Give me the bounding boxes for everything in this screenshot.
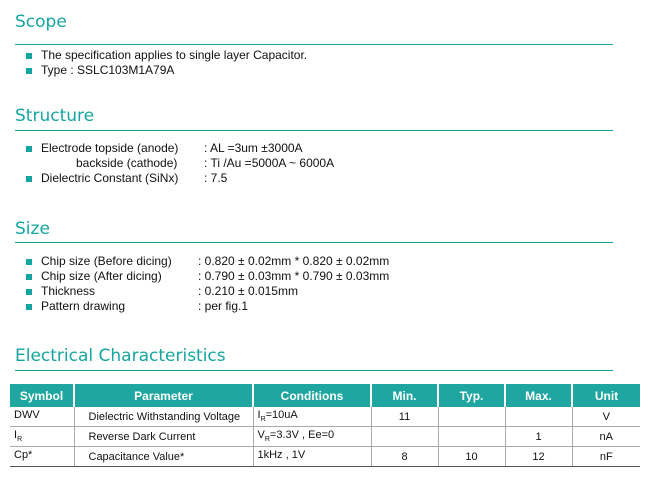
cell-symbol: Cp* — [10, 447, 74, 467]
col-header-min: Min. — [371, 384, 438, 407]
structure-item — [26, 171, 626, 186]
cell-unit: nA — [572, 427, 640, 447]
electrical-divider — [15, 370, 613, 371]
size-heading: Size — [15, 219, 50, 239]
size-item — [26, 299, 626, 314]
cell-conditions: 1kHz , 1V — [253, 447, 371, 467]
cell-max: 12 — [505, 447, 572, 467]
structure-item-value: : 7.5 — [204, 171, 228, 185]
cell-typ — [438, 427, 505, 447]
col-header-symbol: Symbol — [10, 384, 74, 407]
col-header-typ: Typ. — [438, 384, 505, 407]
col-header-conditions: Conditions — [253, 384, 371, 407]
structure-item-value: : Ti /Au =5000A ~ 6000A — [204, 156, 335, 170]
table-row — [10, 427, 640, 447]
size-item-label: Chip size (Before dicing) — [41, 254, 172, 268]
size-item — [26, 284, 626, 299]
bullet-icon — [26, 289, 32, 295]
size-item-label: Thickness — [41, 284, 96, 298]
scope-heading: Scope — [15, 12, 67, 32]
structure-divider — [15, 130, 613, 131]
col-header-max: Max. — [505, 384, 572, 407]
structure-item-label: Electrode topside (anode) — [41, 141, 179, 155]
bullet-icon — [26, 146, 32, 152]
size-item-value: : 0.210 ± 0.015mm — [198, 284, 298, 298]
scope-item — [26, 48, 307, 63]
cell-conditions: $I_R=10uA$ — [253, 407, 371, 427]
cell-parameter: Reverse Dark Current — [74, 427, 253, 447]
size-divider — [15, 242, 613, 243]
col-header-unit: Unit — [572, 384, 640, 407]
scope-divider — [15, 44, 613, 45]
cell-unit: V — [572, 407, 640, 427]
electrical-table — [10, 384, 640, 467]
bullet-icon — [26, 68, 32, 74]
cell-parameter: Capacitance Value* — [74, 447, 253, 467]
cell-max: 1 — [505, 427, 572, 447]
cell-typ: 10 — [438, 447, 505, 467]
cell-unit: nF — [572, 447, 640, 467]
size-item-label: Chip size (After dicing) — [41, 269, 162, 283]
structure-item-label: backside (cathode) — [76, 156, 178, 170]
table-row — [10, 447, 640, 467]
size-item-label: Pattern drawing — [41, 299, 126, 313]
size-item-value: : 0.790 ± 0.03mm * 0.790 ± 0.03mm — [198, 269, 390, 283]
structure-item — [26, 156, 626, 171]
scope-item — [26, 63, 307, 78]
cell-typ — [438, 407, 505, 427]
size-item-value: : per fig.1 — [198, 299, 249, 313]
table-row — [10, 407, 640, 427]
cell-symbol: $I_R$ — [10, 427, 74, 447]
cell-min — [371, 427, 438, 447]
cell-max — [505, 407, 572, 427]
structure-item-value: : AL =3um ±3000A — [204, 141, 303, 155]
structure-item-label: Dielectric Constant (SiNx) — [41, 171, 179, 185]
cell-min: 8 — [371, 447, 438, 467]
structure-heading: Structure — [15, 106, 95, 126]
cell-parameter: Dielectric Withstanding Voltage — [74, 407, 253, 427]
cell-conditions: $V_R=3.3V$ , Ee=0 — [253, 427, 371, 447]
structure-list — [26, 141, 626, 186]
scope-item-text: Type : SSLC103M1A79A — [41, 63, 175, 77]
cell-min: 11 — [371, 407, 438, 427]
size-list — [26, 254, 626, 314]
scope-list — [26, 48, 307, 78]
bullet-icon — [26, 176, 32, 182]
size-item — [26, 269, 626, 284]
bullet-icon — [26, 274, 32, 280]
electrical-heading: Electrical Characteristics — [15, 346, 226, 366]
bullet-icon — [26, 53, 32, 59]
table-header-row — [10, 384, 640, 407]
scope-item-text: The specification applies to single layer Capacitor. — [41, 48, 308, 62]
cell-symbol: DWV — [10, 407, 74, 427]
structure-item — [26, 141, 626, 156]
col-header-parameter: Parameter — [74, 384, 253, 407]
bullet-icon — [26, 304, 32, 310]
size-item-value: : 0.820 ± 0.02mm * 0.820 ± 0.02mm — [198, 254, 390, 268]
size-item — [26, 254, 626, 269]
bullet-icon — [26, 259, 32, 265]
